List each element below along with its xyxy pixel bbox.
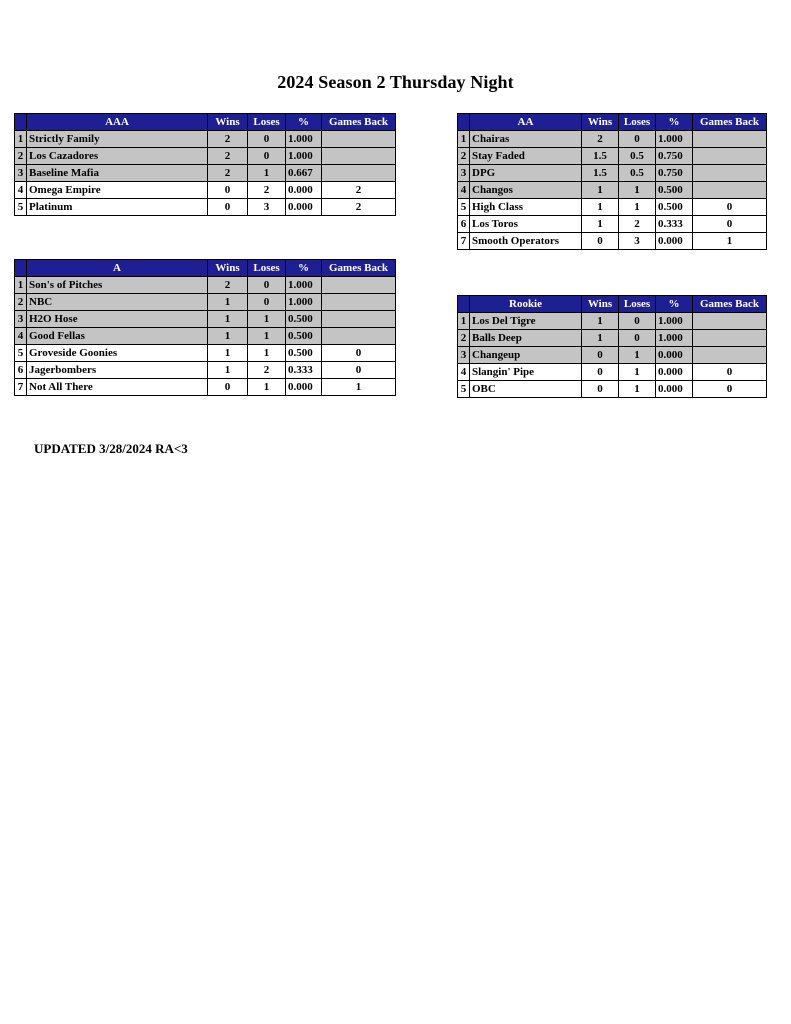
pct-cell: 0.000 — [656, 347, 693, 364]
team-name-cell: Smooth Operators — [470, 233, 582, 250]
division-name: AAA — [27, 114, 208, 131]
wins-cell: 2 — [208, 277, 248, 294]
pct-cell: 0.000 — [286, 379, 322, 396]
table-row — [458, 330, 767, 347]
pct-cell: 0.500 — [656, 199, 693, 216]
rank-cell: 5 — [15, 345, 27, 362]
standings-table-a — [14, 259, 396, 396]
games-back-cell: 2 — [322, 182, 396, 199]
wins-cell: 0 — [208, 379, 248, 396]
pct-cell: 0.000 — [286, 182, 322, 199]
games-back-cell — [693, 330, 767, 347]
wins-cell: 0 — [582, 233, 619, 250]
wins-cell: 1.5 — [582, 165, 619, 182]
wins-cell: 1 — [208, 345, 248, 362]
rank-cell: 2 — [15, 294, 27, 311]
games-back-cell — [322, 294, 396, 311]
loses-cell: 0.5 — [619, 165, 656, 182]
updated-note: UPDATED 3/28/2024 RA<3 — [34, 441, 188, 456]
games-back-cell: 0 — [322, 362, 396, 379]
pct-cell: 0.500 — [286, 328, 322, 345]
loses-cell: 1 — [619, 381, 656, 398]
wins-cell: 1 — [208, 311, 248, 328]
team-name-cell: Son's of Pitches — [27, 277, 208, 294]
games-back-cell: 0 — [693, 364, 767, 381]
wins-cell: 2 — [582, 131, 619, 148]
table-row — [458, 347, 767, 364]
team-name-cell: Platinum — [27, 199, 208, 216]
table-row — [458, 233, 767, 250]
rank-cell: 1 — [458, 313, 470, 330]
pct-header: % — [656, 296, 693, 313]
wins-cell: 0 — [582, 381, 619, 398]
team-name-cell: Baseline Mafia — [27, 165, 208, 182]
rank-cell: 6 — [15, 362, 27, 379]
table-row — [15, 345, 396, 362]
games-back-header: Games Back — [693, 114, 767, 131]
games-back-cell: 0 — [693, 216, 767, 233]
division-name: A — [27, 260, 208, 277]
pct-cell: 1.000 — [656, 330, 693, 347]
standings-table-rookie — [457, 295, 767, 398]
games-back-cell — [322, 131, 396, 148]
table-row — [15, 165, 396, 182]
games-back-cell — [693, 165, 767, 182]
rank-cell: 4 — [15, 182, 27, 199]
games-back-cell: 2 — [322, 199, 396, 216]
wins-header: Wins — [582, 114, 619, 131]
standings-table-aa — [457, 113, 767, 250]
loses-cell: 2 — [248, 362, 286, 379]
rank-cell: 3 — [15, 311, 27, 328]
rank-cell: 1 — [15, 277, 27, 294]
table-row — [458, 165, 767, 182]
wins-cell: 0 — [582, 364, 619, 381]
games-back-cell — [322, 311, 396, 328]
loses-cell: 0 — [619, 330, 656, 347]
wins-cell: 1 — [582, 199, 619, 216]
team-name-cell: Changeup — [470, 347, 582, 364]
pct-cell: 0.750 — [656, 148, 693, 165]
loses-cell: 3 — [619, 233, 656, 250]
pct-cell: 0.000 — [656, 364, 693, 381]
team-name-cell: Omega Empire — [27, 182, 208, 199]
page-title: 2024 Season 2 Thursday Night — [277, 72, 514, 92]
team-name-cell: Chairas — [470, 131, 582, 148]
team-name-cell: H2O Hose — [27, 311, 208, 328]
team-name-cell: High Class — [470, 199, 582, 216]
loses-cell: 3 — [248, 199, 286, 216]
team-name-cell: Groveside Goonies — [27, 345, 208, 362]
rank-cell: 3 — [15, 165, 27, 182]
standings-table-aaa — [14, 113, 396, 216]
pct-cell: 1.000 — [286, 277, 322, 294]
table-row — [458, 381, 767, 398]
pct-cell: 0.333 — [656, 216, 693, 233]
rank-cell: 5 — [15, 199, 27, 216]
table-header-row — [15, 114, 396, 131]
table-header-row — [458, 114, 767, 131]
wins-cell: 2 — [208, 165, 248, 182]
loses-cell: 1 — [248, 379, 286, 396]
pct-cell: 0.000 — [656, 233, 693, 250]
team-name-cell: Stay Faded — [470, 148, 582, 165]
loses-cell: 1 — [619, 182, 656, 199]
loses-header: Loses — [248, 114, 286, 131]
wins-cell: 1 — [582, 182, 619, 199]
table-header-row — [15, 260, 396, 277]
wins-cell: 1 — [582, 330, 619, 347]
rank-cell: 4 — [458, 364, 470, 381]
team-name-cell: Jagerbombers — [27, 362, 208, 379]
rank-header — [15, 114, 27, 131]
team-name-cell: Los Del Tigre — [470, 313, 582, 330]
pct-cell: 0.500 — [656, 182, 693, 199]
wins-cell: 0 — [208, 182, 248, 199]
table-header-row — [458, 296, 767, 313]
games-back-cell — [322, 328, 396, 345]
rank-cell: 1 — [458, 131, 470, 148]
team-name-cell: OBC — [470, 381, 582, 398]
rank-header — [458, 114, 470, 131]
loses-cell: 0 — [248, 277, 286, 294]
loses-cell: 1 — [248, 345, 286, 362]
games-back-cell — [693, 182, 767, 199]
rank-cell: 5 — [458, 381, 470, 398]
loses-cell: 0 — [619, 131, 656, 148]
pct-cell: 1.000 — [286, 148, 322, 165]
team-name-cell: DPG — [470, 165, 582, 182]
pct-cell: 0.500 — [286, 311, 322, 328]
loses-cell: 2 — [248, 182, 286, 199]
games-back-cell — [322, 165, 396, 182]
team-name-cell: Slangin' Pipe — [470, 364, 582, 381]
table-row — [15, 182, 396, 199]
pct-cell: 1.000 — [286, 131, 322, 148]
games-back-cell — [693, 313, 767, 330]
table-row — [458, 182, 767, 199]
pct-cell: 1.000 — [656, 131, 693, 148]
rank-cell: 6 — [458, 216, 470, 233]
rank-cell: 2 — [458, 148, 470, 165]
pct-cell: 0.000 — [286, 199, 322, 216]
pct-cell: 0.667 — [286, 165, 322, 182]
team-name-cell: Strictly Family — [27, 131, 208, 148]
rank-cell: 4 — [15, 328, 27, 345]
games-back-cell: 0 — [322, 345, 396, 362]
loses-cell: 2 — [619, 216, 656, 233]
rank-cell: 3 — [458, 165, 470, 182]
loses-cell: 1 — [619, 347, 656, 364]
wins-cell: 0 — [582, 347, 619, 364]
rank-cell: 7 — [458, 233, 470, 250]
table-row — [15, 362, 396, 379]
table-row — [15, 294, 396, 311]
wins-cell: 2 — [208, 148, 248, 165]
loses-cell: 0 — [248, 148, 286, 165]
division-name: AA — [470, 114, 582, 131]
loses-cell: 0 — [248, 131, 286, 148]
rank-cell: 3 — [458, 347, 470, 364]
games-back-cell: 1 — [693, 233, 767, 250]
team-name-cell: NBC — [27, 294, 208, 311]
wins-cell: 2 — [208, 131, 248, 148]
wins-cell: 1 — [582, 313, 619, 330]
loses-cell: 1 — [619, 364, 656, 381]
loses-cell: 1 — [248, 311, 286, 328]
table-row — [15, 148, 396, 165]
table-row — [15, 199, 396, 216]
team-name-cell: Not All There — [27, 379, 208, 396]
games-back-cell — [693, 131, 767, 148]
table-row — [15, 311, 396, 328]
games-back-cell — [693, 148, 767, 165]
wins-cell: 1 — [208, 294, 248, 311]
pct-cell: 0.750 — [656, 165, 693, 182]
rank-cell: 2 — [15, 148, 27, 165]
table-row — [458, 199, 767, 216]
loses-header: Loses — [619, 114, 656, 131]
team-name-cell: Balls Deep — [470, 330, 582, 347]
pct-cell: 0.000 — [656, 381, 693, 398]
table-row — [15, 328, 396, 345]
wins-header: Wins — [208, 114, 248, 131]
rank-header — [458, 296, 470, 313]
loses-cell: 1 — [248, 328, 286, 345]
rank-cell: 2 — [458, 330, 470, 347]
table-row — [458, 364, 767, 381]
pct-cell: 0.500 — [286, 345, 322, 362]
rank-header — [15, 260, 27, 277]
pct-cell: 0.333 — [286, 362, 322, 379]
rank-cell: 1 — [15, 131, 27, 148]
games-back-cell: 0 — [693, 199, 767, 216]
wins-header: Wins — [582, 296, 619, 313]
table-row — [458, 148, 767, 165]
loses-cell: 1 — [248, 165, 286, 182]
games-back-cell — [322, 148, 396, 165]
wins-cell: 0 — [208, 199, 248, 216]
rank-cell: 4 — [458, 182, 470, 199]
table-row — [15, 379, 396, 396]
loses-header: Loses — [248, 260, 286, 277]
pct-cell: 1.000 — [286, 294, 322, 311]
wins-cell: 1 — [582, 216, 619, 233]
loses-cell: 0 — [248, 294, 286, 311]
wins-cell: 1 — [208, 362, 248, 379]
loses-header: Loses — [619, 296, 656, 313]
team-name-cell: Good Fellas — [27, 328, 208, 345]
games-back-cell: 0 — [693, 381, 767, 398]
division-name: Rookie — [470, 296, 582, 313]
rank-cell: 7 — [15, 379, 27, 396]
team-name-cell: Los Toros — [470, 216, 582, 233]
team-name-cell: Changos — [470, 182, 582, 199]
table-row — [458, 313, 767, 330]
games-back-header: Games Back — [322, 114, 396, 131]
table-row — [458, 216, 767, 233]
pct-header: % — [286, 114, 322, 131]
loses-cell: 1 — [619, 199, 656, 216]
table-row — [15, 277, 396, 294]
games-back-header: Games Back — [693, 296, 767, 313]
pct-header: % — [656, 114, 693, 131]
wins-header: Wins — [208, 260, 248, 277]
games-back-header: Games Back — [322, 260, 396, 277]
loses-cell: 0 — [619, 313, 656, 330]
wins-cell: 1.5 — [582, 148, 619, 165]
table-row — [458, 131, 767, 148]
games-back-cell — [322, 277, 396, 294]
pct-cell: 1.000 — [656, 313, 693, 330]
team-name-cell: Los Cazadores — [27, 148, 208, 165]
table-row — [15, 131, 396, 148]
games-back-cell — [693, 347, 767, 364]
wins-cell: 1 — [208, 328, 248, 345]
rank-cell: 5 — [458, 199, 470, 216]
loses-cell: 0.5 — [619, 148, 656, 165]
pct-header: % — [286, 260, 322, 277]
games-back-cell: 1 — [322, 379, 396, 396]
